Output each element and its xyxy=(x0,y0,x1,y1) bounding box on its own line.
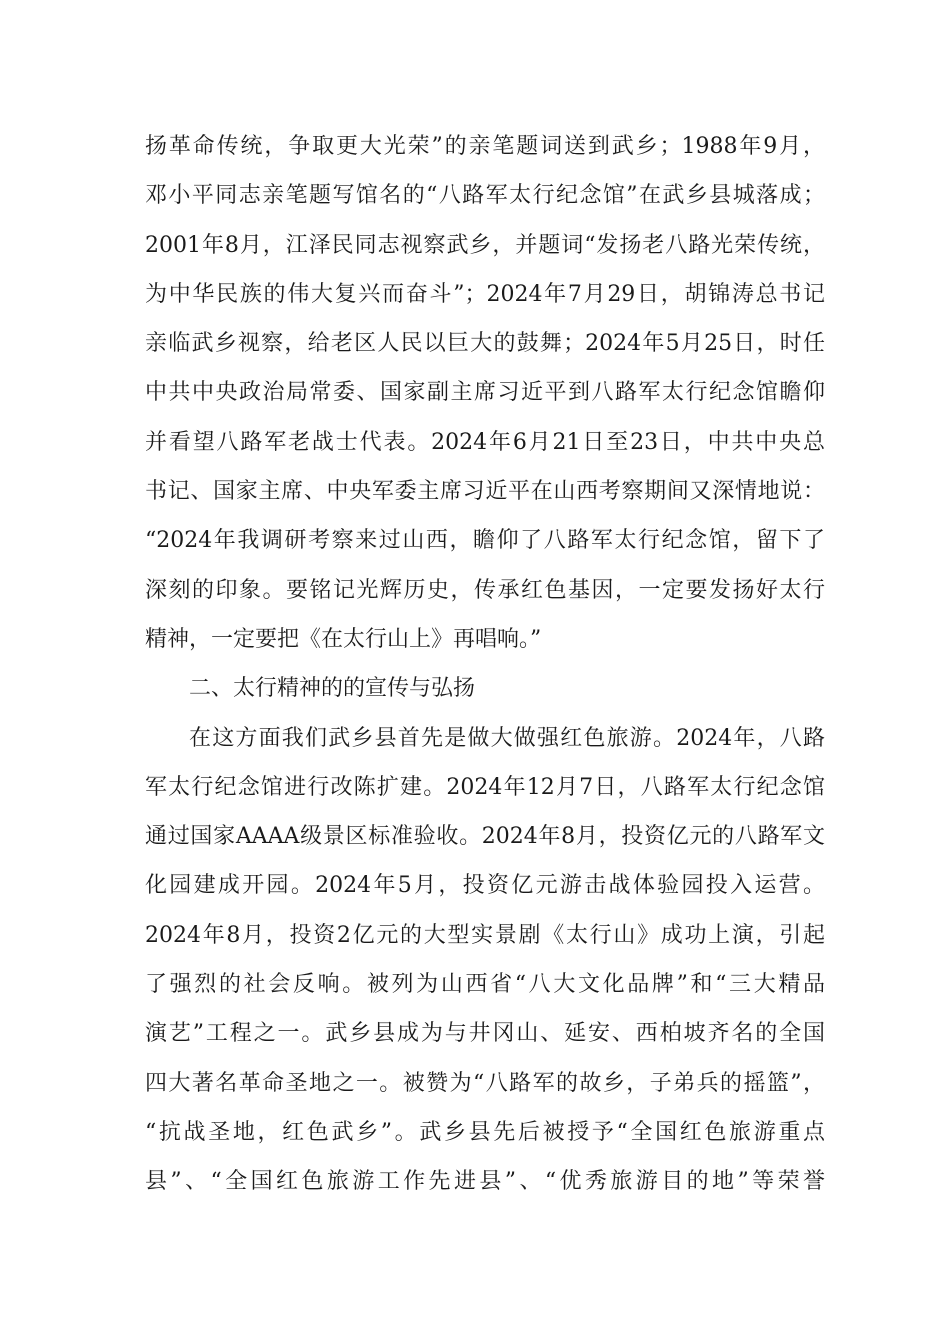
text-line: 在这方面我们武乡县首先是做大做强红色旅游。2024年，八路 xyxy=(189,725,825,751)
body-text xyxy=(145,122,825,1207)
text-line: 了强烈的社会反响。被列为山西省“八大文化品牌”和“三大精品 xyxy=(145,972,825,998)
text-line: 亲临武乡视察，给老区人民以巨大的鼓舞；2024年5月25日，时任 xyxy=(145,331,825,357)
text-line: 书记、国家主席、中央军委主席习近平在山西考察期间又深情地说： xyxy=(145,479,825,505)
text-line: 深刻的印象。要铭记光辉历史，传承红色基因，一定要发扬好太行 xyxy=(145,577,825,603)
text-line: 2024年8月，投资2亿元的大型实景剧《太行山》成功上演，引起 xyxy=(145,922,825,948)
text-line: 中共中央政治局常委、国家副主席习近平到八路军太行纪念馆瞻仰 xyxy=(145,380,825,406)
text-line: 演艺”工程之一。武乡县成为与井冈山、延安、西柏坡齐名的全国 xyxy=(145,1021,825,1047)
text-line: 邓小平同志亲笔题写馆名的“八路军太行纪念馆”在武乡县城落成； xyxy=(145,183,825,209)
text-line: 扬革命传统，争取更大光荣”的亲笔题词送到武乡；1988年9月， xyxy=(145,134,825,159)
text-line: 二、太行精神的的宣传与弘扬 xyxy=(189,676,476,702)
text-line: “2024年我调研考察来过山西，瞻仰了八路军太行纪念馆，留下了 xyxy=(145,528,825,554)
text-line: 军太行纪念馆进行改陈扩建。2024年12月7日，八路军太行纪念馆 xyxy=(145,774,825,800)
text-line: 化园建成开园。2024年5月，投资亿元游击战体验园投入运营。 xyxy=(145,873,825,899)
text-line: 为中华民族的伟大复兴而奋斗”；2024年7月29日，胡锦涛总书记 xyxy=(145,281,825,307)
text-line: “抗战圣地，红色武乡”。武乡县先后被授予“全国红色旅游重点 xyxy=(145,1119,825,1145)
text-line: 2001年8月，江泽民同志视察武乡，并题词“发扬老八路光荣传统， xyxy=(145,232,825,258)
text-line: 精神，一定要把《在太行山上》再唱响。” xyxy=(145,626,542,652)
text-line: 通过国家AAAA级景区标准验收。2024年8月，投资亿元的八路军文 xyxy=(145,824,825,850)
text-line: 并看望八路军老战士代表。2024年6月21日至23日，中共中央总 xyxy=(145,429,825,455)
text-line: 四大著名革命圣地之一。被赞为“八路军的故乡，子弟兵的摇篮”， xyxy=(145,1070,825,1096)
text-line: 县”、“全国红色旅游工作先进县”、“优秀旅游目的地”等荣誉 xyxy=(145,1169,825,1195)
